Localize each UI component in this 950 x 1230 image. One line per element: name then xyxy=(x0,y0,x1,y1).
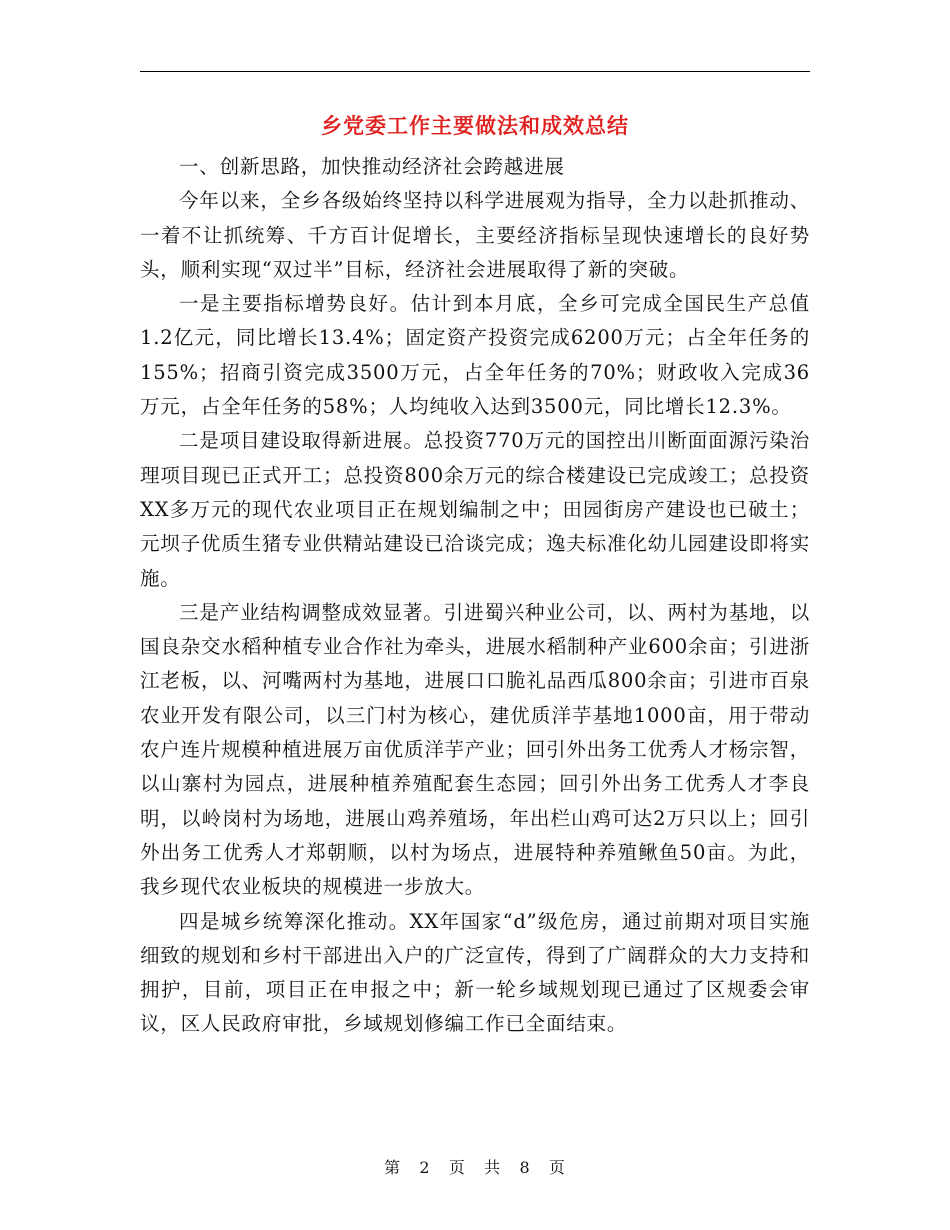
footer-label-total: 共 xyxy=(484,1158,502,1177)
paragraph-indicators: 一是主要指标增势良好。估计到本月底，全乡可完成全国民生产总值1.2亿元，同比增长13.4%；固定资产投资完成6200万元；占全年任务的155%；招商引资完成3500万元，占全年任务的70%；财政收入完成36万元，占全年任务的58%；人均纯收入达到3500元，同比增长12.3%。 xyxy=(140,292,810,419)
paragraph-urban-rural: 四是城乡统筹深化推动。XX年国家“d”级危房，通过前期对项目实施细致的规划和乡村干部进出入户的广泛宣传，得到了广阔群众的大力支持和拥护，目前，项目正在申报之中；新一轮乡域规划现已通过了区规委会审议，区人民政府审批，乡域规划修编工作已全面结束。 xyxy=(140,909,810,1036)
paragraph-industry: 三是产业结构调整成效显著。引进蜀兴种业公司，以、两村为基地，以国良杂交水稻种植专业合作社为牵头，进展水稻制种产业600余亩；引进浙江老板，以、河嘴两村为基地，进展口口脆礼品西瓜800余亩；引进市百泉农业开发有限公司，以三门村为核心，建优质洋芋基地1000亩，用于带动农户连片规模种植进展万亩优质洋芋产业；回引外出务工优秀人才杨宗智，以山寨村为园点，进展种植养殖配套生态园；回引外出务工优秀人才李良明，以岭岗村为场地，进展山鸡养殖场，年出栏山鸡可达2万只以上；回引外出务工优秀人才郑朝顺，以村为场点，进展特种养殖鳅鱼50亩。为此，我乡现代农业板块的规模进一步放大。 xyxy=(140,600,810,899)
document-body xyxy=(140,150,810,1042)
paragraph-intro: 今年以来，全乡各级始终坚持以科学进展观为指导，全力以赴抓推动、一着不让抓统筹、千方百计促增长，主要经济指标呈现快速增长的良好势头，顺利实现“双过半”目标，经济社会进展取得了新的突破。 xyxy=(140,189,810,281)
document-title: 乡党委工作主要做法和成效总结 xyxy=(321,114,629,138)
paragraph-projects: 二是项目建设取得新进展。总投资770万元的国控出川断面面源污染治理项目现已正式开工；总投资800余万元的综合楼建设已完成竣工；总投资XX多万元的现代农业项目正在规划编制之中；田园街房产建设也已破土；元坝子优质生猪专业供精站建设已洽谈完成；逸夫标准化幼儿园建设即将实施。 xyxy=(140,429,810,590)
footer-label-page: 第 xyxy=(384,1158,402,1177)
footer-label-total-unit: 页 xyxy=(548,1158,566,1177)
section-heading: 一、创新思路，加快推动经济社会跨越进展 xyxy=(179,155,565,178)
footer-label-page-unit: 页 xyxy=(448,1158,466,1177)
header-rule xyxy=(140,71,810,72)
footer-total-pages: 8 xyxy=(519,1158,531,1177)
footer-current-page: 2 xyxy=(419,1158,431,1177)
page-footer xyxy=(0,1155,950,1178)
